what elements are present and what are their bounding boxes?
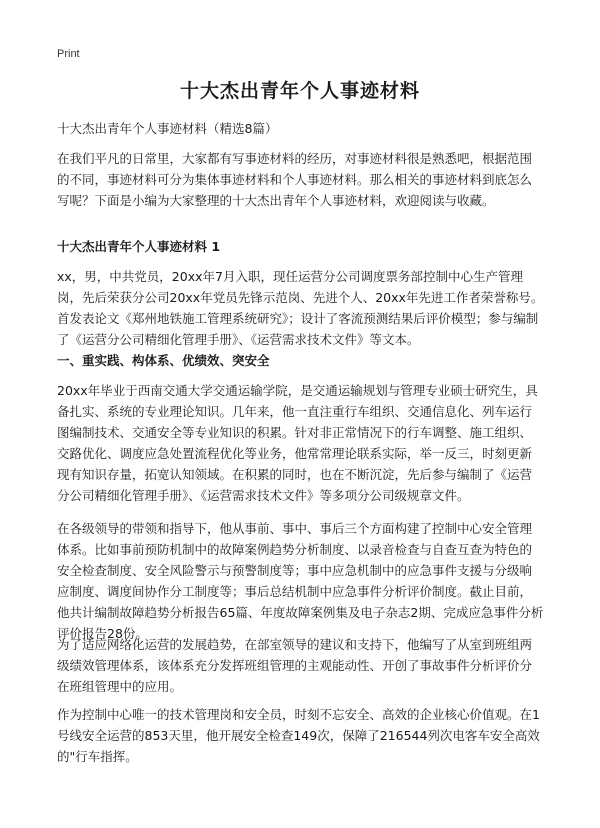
paragraph-5: 作为控制中心唯一的技术管理岗和安全员，时刻不忘安全、高效的企业核心价值观。在1号线安全运营的853天里，他开展安全检查149次，保障了216544列次电客车安全高效的"行车指挥。 — [57, 707, 540, 764]
section-heading: 十大杰出青年个人事迹材料 1 — [57, 239, 221, 254]
intro-paragraph: 在我们平凡的日常里，大家都有写事迹材料的经历，对事迹材料很是熟悉吧，根据范围的不同，事迹材料可分为集体事迹材料和个人事迹材料。那么相关的事迹材料到底怎么写呢？下面是小编为大家整理的十大杰出青年个人事迹材料，欢迎阅读与收藏。 — [57, 151, 533, 208]
paragraph-4: 为了适应网络化运营的发展趋势，在部室领导的建议和支持下，他编写了从室到班组两级绩效管理体系，该体系充分发挥班组管理的主观能动性、开创了事故事件分析评价分在班组管理中的应用。 — [57, 637, 533, 694]
sub-heading: 一、重实践、构体系、优绩效、突安全 — [57, 353, 270, 368]
print-label[interactable]: Print — [57, 48, 80, 60]
document-subtitle: 十大杰出青年个人事迹材料（精选8篇） — [57, 121, 278, 136]
paragraph-1: xx，男，中共党员，20xx年7月入职，现任运营分公司调度票务部控制中心生产管理岗，先后荣获分公司20xx年党员先锋示范岗、先进个人、20xx年先进工作者荣誉称号。首发表论文《郑州地铁施工管理系统研究》；设计了客流预测结果后评价模型；参与编制了《运营分公司精细化管理手册》、《运营需求技术文件》等文本。 — [57, 269, 544, 347]
paragraph-3: 在各级领导的带领和指导下，他从事前、事中、事后三个方面构建了控制中心安全管理体系。比如事前预防机制中的故障案例趋势分析制度、以录音检查与自查互查为特色的安全检查制度、安全风险警示与预警制度等；事中应急机制中的应急事件支援与分级响应制度、调度间协作分工制度等；事后总结机制中应急事件分析评价制度。截止目前，他共计编制故障趋势分析报告65篇、年度故障案例集及电子杂志2期、完成应急事件分析评价报告28份。 — [57, 521, 544, 641]
paragraph-2: 20xx年毕业于西南交通大学交通运输学院，是交通运输规划与管理专业硕士研究生，具备扎实、系统的专业理论知识。几年来，他一直注重行车组织、交通信息化、列车运行图编制技术、交通安全等专业知识的积累。针对非正常情况下的行车调整、施工组织、交路优化、调度应急处置流程优化等业务，他常常理论联系实际，举一反三，时刻更新现有知识存量，拓宽认知领域。在积累的同时，也在不断沉淀，先后参与编制了《运营分公司精细化管理手册》、《运营需求技术文件》等多项分公司级规章文件。 — [57, 383, 538, 503]
document-title: 十大杰出青年个人事迹材料 — [179, 80, 420, 102]
